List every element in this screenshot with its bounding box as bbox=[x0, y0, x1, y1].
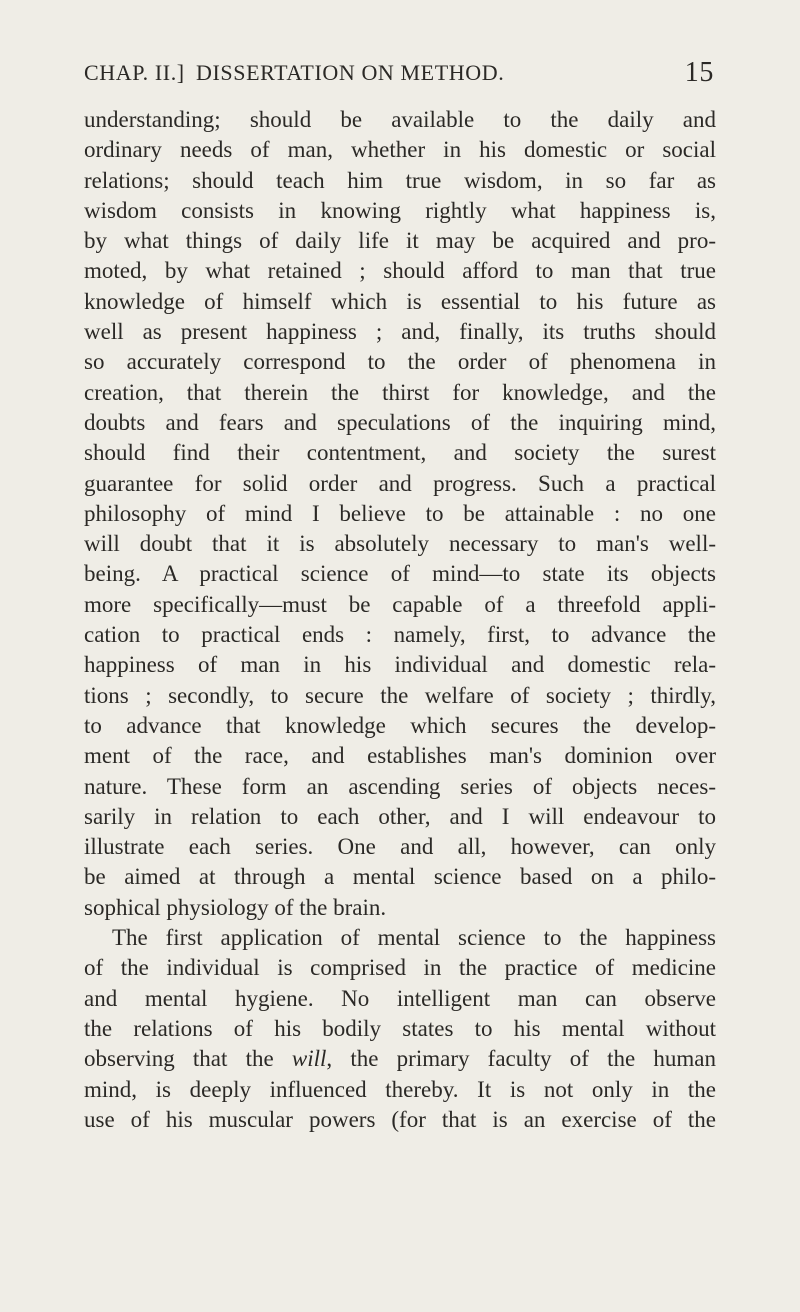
running-title: DISSERTATION ON METHOD. bbox=[196, 60, 505, 85]
text-line: observing that the will, the primary faculty of the human bbox=[84, 1046, 716, 1072]
text-line: guarantee for solid order and progress. Such a practical bbox=[84, 470, 716, 496]
text-line: philosophy of mind I believe to be attainable : no one bbox=[84, 500, 716, 526]
text-line: be aimed at through a mental science based on a philo- bbox=[84, 864, 716, 890]
chapter-label: CHAP. II.] bbox=[84, 60, 185, 85]
text-line: the relations of his bodily states to his mental without bbox=[84, 1015, 716, 1041]
body-text bbox=[84, 105, 716, 1135]
text-line: well as present happiness ; and, finally, its truths should bbox=[84, 319, 716, 345]
text-line: ordinary needs of man, whether in his domestic or social bbox=[84, 137, 716, 163]
paragraph-last-line: sophical physiology of the brain. bbox=[84, 894, 387, 920]
page-number: 15 bbox=[684, 57, 714, 88]
text-line: and mental hygiene. No intelligent man can observe bbox=[84, 985, 716, 1011]
text-line: knowledge of himself which is essential to his future as bbox=[84, 288, 716, 314]
text-line: mind, is deeply influenced thereby. It is not only in the bbox=[84, 1076, 716, 1102]
text-line: cation to practical ends : namely, first, to advance the bbox=[84, 622, 716, 648]
text-line: being. A practical science of mind—to state its objects bbox=[84, 561, 716, 587]
text-line: of the individual is comprised in the practice of medicine bbox=[84, 955, 716, 981]
text-line: sarily in relation to each other, and I will endeavour to bbox=[84, 803, 716, 829]
text-line: by what things of daily life it may be acquired and pro- bbox=[84, 228, 716, 254]
text-line: to advance that knowledge which secures the develop- bbox=[84, 712, 716, 738]
text-line: ment of the race, and establishes man's dominion over bbox=[84, 743, 716, 769]
text-line: moted, by what retained ; should afford to man that true bbox=[84, 258, 716, 284]
running-header bbox=[84, 57, 714, 100]
text-line: will doubt that it is absolutely necessary to man's well- bbox=[84, 531, 716, 557]
text-line: use of his muscular powers (for that is an exercise of the bbox=[84, 1106, 716, 1132]
text-line: doubts and fears and speculations of the inquiring mind, bbox=[84, 409, 716, 435]
text-line: should find their contentment, and society the surest bbox=[84, 440, 716, 466]
text-line: illustrate each series. One and all, however, can only bbox=[84, 834, 716, 860]
text-line: so accurately correspond to the order of phenomena in bbox=[84, 349, 716, 375]
text-line: tions ; secondly, to secure the welfare of society ; thirdly, bbox=[84, 682, 716, 708]
text-line: wisdom consists in knowing rightly what happiness is, bbox=[84, 197, 716, 223]
text-line: relations; should teach him true wisdom, in so far as bbox=[84, 167, 716, 193]
emphasis-will: will bbox=[291, 1046, 327, 1072]
text-line: understanding; should be available to the daily and bbox=[84, 107, 716, 132]
paragraph-first-line: The first application of mental science to the happiness bbox=[112, 925, 716, 951]
text-line: nature. These form an ascending series of objects neces- bbox=[84, 773, 716, 799]
text-line: more specifically—must be capable of a threefold appli- bbox=[84, 591, 716, 617]
text-line: creation, that therein the thirst for knowledge, and the bbox=[84, 379, 716, 405]
text-line: happiness of man in his individual and domestic rela- bbox=[84, 652, 716, 678]
